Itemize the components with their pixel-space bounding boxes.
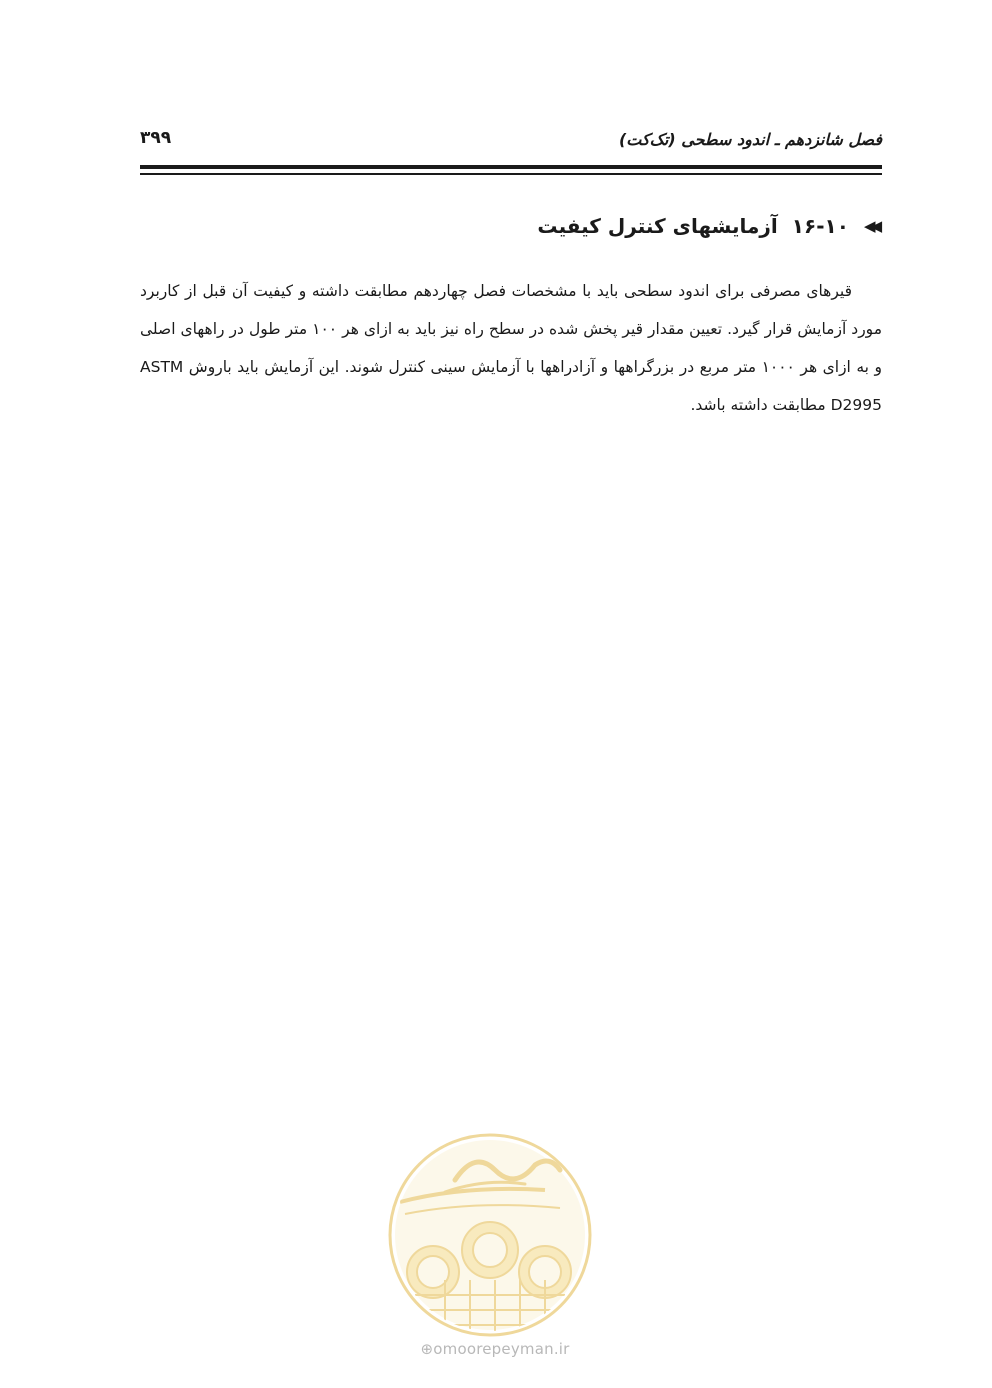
section-number: ۱۶-۱۰ bbox=[791, 214, 849, 238]
header-rule-thick bbox=[140, 165, 882, 169]
double-chevron-icon: ▶▶ bbox=[868, 217, 882, 235]
body-paragraph: قیرهای مصرفی برای اندود سطحی باید با مشخصات فصل چهاردهم مطابقت داشته و کیفیت آن قبل از کاربرد مورد آزمایش قرار گیرد. تعیین مقدار قیر پخش شده در سطح راه نیز باید به ازای هر ۱۰۰ متر طول در راههای اصلی و به ازای هر ۱۰۰۰ متر مربع در بزرگراهها و آزادراهها با آزمایش سینی کنترل شوند. این آزمایش باید باروش ASTM D2995 مطابقت داشته باشد. bbox=[140, 282, 882, 414]
section-heading bbox=[537, 214, 882, 238]
running-header bbox=[140, 126, 882, 160]
header-rule-thin bbox=[140, 173, 882, 175]
page-number: ۳۹۹ bbox=[140, 128, 172, 148]
watermark-url: omoorepeyman.ir bbox=[433, 1340, 570, 1358]
watermark-caption bbox=[395, 1340, 595, 1358]
watermark-logo bbox=[385, 1130, 595, 1340]
chapter-title: فصل شانزدهم ـ اندود سطحی (تک‌کت) bbox=[618, 130, 882, 149]
section-title: آزمایشهای کنترل کیفیت bbox=[537, 214, 778, 238]
globe-icon: ⊕ bbox=[420, 1340, 434, 1358]
